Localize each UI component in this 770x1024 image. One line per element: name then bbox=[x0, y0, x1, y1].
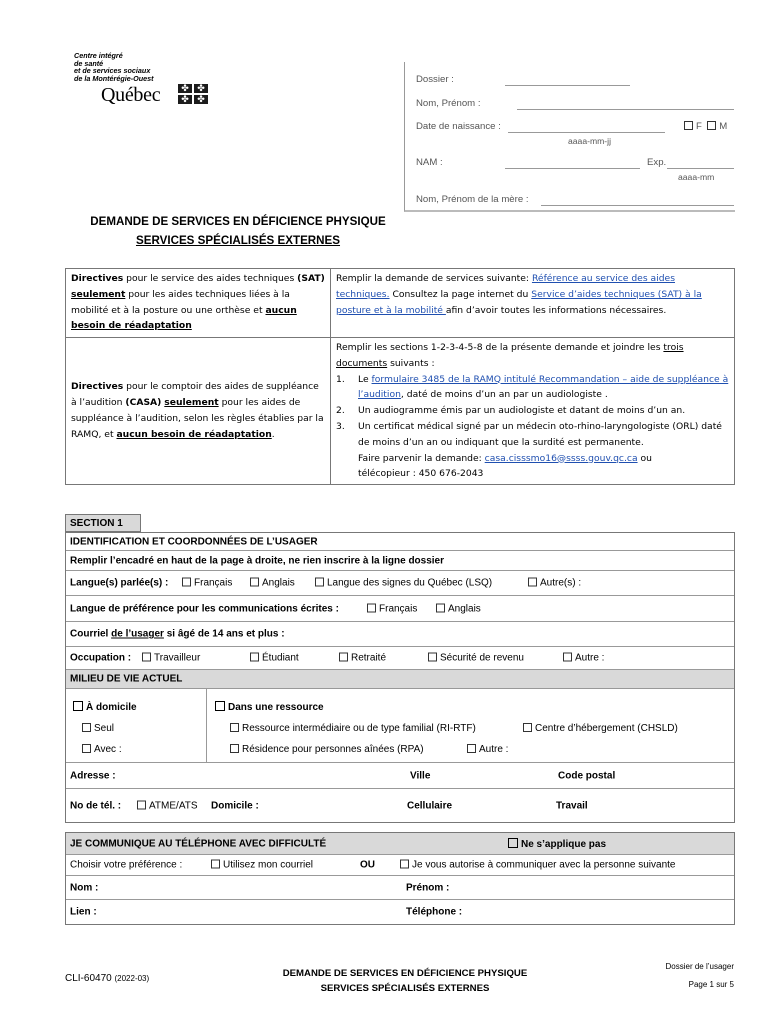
logo-line: Centre intégré bbox=[74, 51, 123, 60]
occupation-securite-revenu-option[interactable] bbox=[428, 653, 524, 664]
checkbox[interactable] bbox=[467, 744, 476, 753]
logo-wordmark: Québec bbox=[101, 84, 161, 106]
checkbox[interactable] bbox=[82, 744, 91, 753]
cellulaire-label: Cellulaire bbox=[407, 800, 453, 811]
langues-row bbox=[66, 571, 734, 596]
text: ou bbox=[637, 452, 652, 464]
logo-org-name bbox=[74, 52, 153, 82]
prenom-label: Prénom : bbox=[406, 882, 450, 893]
checkbox[interactable] bbox=[523, 723, 532, 732]
sexe-checkboxes[interactable] bbox=[684, 121, 727, 132]
domicile-option[interactable] bbox=[73, 701, 137, 713]
occupation-row bbox=[66, 647, 734, 670]
nom-label: Nom : bbox=[70, 882, 99, 893]
form-date: (2022-03) bbox=[114, 974, 150, 983]
page-subtitle bbox=[60, 234, 416, 247]
logo-line: et de services sociaux bbox=[74, 66, 151, 76]
checkbox[interactable] bbox=[436, 603, 445, 612]
page-number: Page 1 sur 5 bbox=[688, 980, 734, 989]
bold-text: (CASA) bbox=[125, 397, 162, 409]
option-label: Français bbox=[194, 577, 233, 589]
option-label: Travailleur bbox=[154, 652, 201, 664]
telephone-row[interactable] bbox=[66, 789, 734, 822]
casa-item-2 bbox=[336, 403, 729, 419]
directive-casa-left bbox=[66, 338, 331, 485]
bold-underlined-text: aucun besoin de réadaptation bbox=[116, 428, 272, 440]
option-label: Ressource intermédiaire ou de type familial (RI-RTF) bbox=[242, 723, 476, 734]
option-label: Autre(s) : bbox=[540, 577, 582, 589]
langues-label: Langue(s) parlée(s) : bbox=[70, 577, 169, 589]
sexe-f-label: F bbox=[696, 121, 702, 132]
exp-label: Exp. bbox=[647, 157, 667, 168]
ramq-form-3485-link[interactable]: formulaire 3485 de la RAMQ intitulé Recommandation – aide de suppléance à l’audition bbox=[358, 373, 729, 401]
avec-option[interactable] bbox=[82, 744, 122, 755]
footer-dossier: Dossier de l’usager bbox=[665, 962, 734, 971]
lien-telephone-row[interactable] bbox=[66, 900, 734, 924]
casa-fax: télécopieur : 450 676-2043 bbox=[358, 468, 484, 480]
directives-table bbox=[65, 268, 735, 485]
checkbox[interactable] bbox=[428, 653, 437, 662]
bold-underlined-text: seulement bbox=[164, 397, 219, 409]
ri-rtf-option[interactable] bbox=[230, 723, 476, 734]
option-label: Centre d’hébergement (CHSLD) bbox=[535, 723, 678, 734]
option-label: ATME/ATS bbox=[149, 800, 198, 811]
sexe-f-checkbox[interactable] bbox=[684, 121, 693, 130]
sexe-m-checkbox[interactable] bbox=[707, 121, 716, 130]
casa-send bbox=[336, 451, 729, 467]
choix-label: Choisir votre préférence : bbox=[70, 859, 183, 871]
nam-label: NAM : bbox=[416, 157, 443, 168]
option-label: Dans une ressource bbox=[228, 702, 324, 713]
instruction-row bbox=[66, 551, 734, 571]
checkbox[interactable] bbox=[400, 860, 409, 869]
text: pour les aides de suppléance à l’audition, selon les règles établies par la RAMQ, et bbox=[71, 397, 324, 440]
mere-field[interactable] bbox=[541, 205, 734, 206]
date-naissance-label: Date de naissance : bbox=[416, 121, 501, 132]
text: Un certificat médical signé par un médecin oto-rhino-laryngologiste (ORL) daté de moins d’un an ou indiquant que la surdité est permanente. bbox=[358, 420, 722, 448]
langue-autre-option[interactable] bbox=[528, 578, 581, 589]
footer-title bbox=[265, 966, 545, 996]
occupation-label: Occupation : bbox=[70, 652, 132, 664]
text: si âgé de 14 ans et plus : bbox=[163, 628, 285, 640]
option-label: Autre : bbox=[575, 652, 605, 664]
text: Remplir les sections 1-2-3-4-5-8 de la présente demande et joindre les bbox=[336, 342, 664, 353]
checkbox[interactable] bbox=[315, 578, 324, 587]
instruction-text: Remplir l’encadré en haut de la page à droite, ne rien inscrire à la ligne dossier bbox=[70, 555, 445, 566]
ne-sapplique-pas-option[interactable] bbox=[508, 838, 606, 850]
travail-label: Travail bbox=[556, 800, 588, 811]
checkbox[interactable] bbox=[367, 603, 376, 612]
option-label: Étudiant bbox=[262, 652, 299, 664]
directive-sat-row bbox=[66, 269, 735, 338]
langue-anglais-option[interactable] bbox=[250, 578, 295, 589]
occupation-autre-option[interactable] bbox=[563, 653, 604, 664]
atme-option[interactable] bbox=[137, 800, 198, 811]
section-heading-row bbox=[66, 533, 734, 551]
list-number: 2. bbox=[336, 405, 345, 417]
preference-label: Langue de préférence pour les communications écrites : bbox=[70, 603, 339, 614]
checkbox[interactable] bbox=[215, 701, 225, 711]
text: suivants : bbox=[387, 357, 435, 369]
option-label: À domicile bbox=[86, 702, 137, 713]
occupation-etudiant-option[interactable] bbox=[250, 653, 299, 664]
text: afin d’avoir toutes les informations nécessaires. bbox=[445, 304, 667, 316]
section-1-form bbox=[65, 532, 735, 823]
date-format-hint: aaaa-mm-jj bbox=[568, 136, 611, 146]
underlined-text: trois documents bbox=[336, 342, 684, 369]
telephone-heading-row bbox=[66, 833, 734, 855]
courriel-row[interactable] bbox=[66, 622, 734, 647]
option-label: Je vous autorise à communiquer avec la personne suivante bbox=[412, 859, 676, 871]
option-label: Utilisez mon courriel bbox=[223, 859, 314, 871]
text: Un audiogramme émis par un audiologiste et datant de moins d’un an. bbox=[358, 405, 686, 417]
footer-right bbox=[666, 958, 734, 994]
checkbox[interactable] bbox=[182, 578, 191, 587]
milieu-heading-row bbox=[66, 670, 734, 689]
list-number: 1. bbox=[336, 373, 345, 385]
occupation-travailleur-option[interactable] bbox=[142, 653, 200, 664]
nom-prenom-row[interactable] bbox=[66, 876, 734, 900]
pref-anglais-option[interactable] bbox=[436, 603, 481, 614]
logo-line: de santé bbox=[74, 58, 104, 68]
exp-format-hint: aaaa-mm bbox=[678, 172, 715, 182]
logo-line: de la Montérégie-Ouest bbox=[74, 73, 154, 83]
exp-field[interactable] bbox=[667, 168, 734, 169]
option-label: Autre : bbox=[479, 744, 509, 755]
checkbox[interactable] bbox=[137, 800, 146, 809]
ou-label: OU bbox=[360, 859, 375, 871]
pref-francais-option[interactable] bbox=[367, 603, 417, 614]
option-label: Résidence pour personnes aînées (RPA) bbox=[242, 744, 424, 755]
text: . bbox=[271, 428, 275, 440]
bold-text: Directives bbox=[71, 381, 124, 393]
lien-label: Lien : bbox=[70, 906, 97, 918]
checkbox[interactable] bbox=[563, 653, 572, 662]
telephone-difficulty-form bbox=[65, 832, 735, 925]
directive-casa-right bbox=[331, 338, 735, 485]
checkbox[interactable] bbox=[250, 653, 259, 662]
checkbox[interactable] bbox=[73, 701, 83, 711]
milieu-heading: MILIEU DE VIE ACTUEL bbox=[70, 673, 183, 685]
langue-francais-option[interactable] bbox=[182, 578, 232, 589]
nam-field[interactable] bbox=[505, 168, 640, 169]
domicile-tel-label: Domicile : bbox=[211, 800, 259, 811]
text: Courriel bbox=[70, 628, 112, 640]
courriel-label bbox=[70, 629, 285, 640]
nom-prenom-field[interactable] bbox=[517, 109, 734, 110]
ressource-option[interactable] bbox=[215, 701, 324, 713]
casa-email-link[interactable]: casa.cisssmo16@ssss.gouv.qc.ca bbox=[484, 452, 638, 464]
section-heading: IDENTIFICATION ET COORDONNÉES DE L’USAGER bbox=[70, 536, 318, 547]
nom-prenom-label: Nom, Prénom : bbox=[416, 98, 481, 109]
section-1-tab: SECTION 1 bbox=[65, 514, 141, 532]
directive-sat-right bbox=[331, 269, 735, 338]
option-label: Français bbox=[379, 603, 418, 614]
date-naissance-field[interactable] bbox=[508, 132, 665, 133]
adresse-label: Adresse : bbox=[70, 770, 116, 781]
bold-underlined-text: seulement bbox=[71, 288, 126, 300]
option-label: Avec : bbox=[94, 744, 122, 755]
checkbox[interactable] bbox=[230, 723, 239, 732]
directive-sat-left bbox=[66, 269, 331, 338]
divider bbox=[206, 689, 207, 762]
preference-contact-row bbox=[66, 855, 734, 876]
preference-row bbox=[66, 596, 734, 622]
ressource-autre-option[interactable] bbox=[467, 744, 508, 755]
option-label: Anglais bbox=[448, 603, 481, 614]
chsld-option[interactable] bbox=[523, 723, 678, 734]
checkbox[interactable] bbox=[82, 723, 91, 732]
text: , daté de moins d’un an par un audiologiste . bbox=[400, 389, 608, 401]
sat-service-page-link[interactable]: Service d’aides techniques (SAT) à la posture et à la mobilité bbox=[336, 288, 702, 316]
text: pour le comptoir des aides de suppléance à l’audition bbox=[71, 381, 319, 409]
telephone-heading: JE COMMUNIQUE AU TÉLÉPHONE AVEC DIFFICULTÉ bbox=[70, 838, 327, 849]
text: Faire parvenir la demande: bbox=[358, 452, 485, 464]
telephone-label: Téléphone : bbox=[406, 906, 463, 918]
bold-underlined-text: aucun besoin de réadaptation bbox=[71, 304, 297, 332]
checkbox[interactable] bbox=[250, 578, 259, 587]
bold-text: (SAT) bbox=[297, 273, 325, 284]
page-title: DEMANDE DE SERVICES EN DÉFICIENCE PHYSIQUE bbox=[90, 215, 386, 228]
text: pour le service des aides techniques bbox=[123, 273, 298, 284]
fleur-de-lys-flag-icon: ✤ ✤ ✤ ✤ bbox=[178, 84, 208, 104]
adresse-row[interactable] bbox=[66, 763, 734, 789]
text: Remplir la demande de services suivante: bbox=[336, 273, 532, 284]
utilisez-courriel-option[interactable] bbox=[211, 860, 313, 871]
form-code bbox=[65, 973, 149, 984]
milieu-options bbox=[66, 689, 734, 763]
dossier-field[interactable] bbox=[505, 85, 630, 86]
option-label: Sécurité de revenu bbox=[440, 652, 524, 664]
underlined-text: de l’usager bbox=[111, 628, 164, 640]
mere-label: Nom, Prénom de la mère : bbox=[416, 194, 529, 205]
list-number: 3. bbox=[336, 420, 345, 432]
patient-id-box bbox=[404, 62, 735, 212]
langue-lsq-option[interactable] bbox=[315, 578, 492, 589]
option-label: Retraité bbox=[351, 652, 387, 664]
option-label: Seul bbox=[94, 723, 115, 734]
casa-intro bbox=[336, 340, 729, 372]
checkbox[interactable] bbox=[230, 744, 239, 753]
rpa-option[interactable] bbox=[230, 744, 424, 755]
autorise-personne-option[interactable] bbox=[400, 860, 675, 871]
occupation-retraite-option[interactable] bbox=[339, 653, 386, 664]
footer-title-line: SERVICES SPÉCIALISÉS EXTERNES bbox=[320, 983, 490, 994]
sexe-m-label: M bbox=[719, 121, 728, 132]
casa-item-3 bbox=[336, 419, 729, 451]
text: Le bbox=[358, 373, 372, 385]
text: pour les aides techniques liées à la mobilité et à la posture ou une orthèse et bbox=[71, 288, 290, 316]
code-postal-label: Code postal bbox=[558, 770, 616, 781]
directive-casa-row bbox=[66, 338, 735, 485]
checkbox[interactable] bbox=[339, 653, 348, 662]
checkbox[interactable] bbox=[528, 578, 537, 587]
checkbox[interactable] bbox=[211, 860, 220, 869]
tel-label: No de tél. : bbox=[70, 800, 122, 811]
option-label: Ne s’applique pas bbox=[521, 838, 607, 850]
checkbox[interactable] bbox=[508, 838, 518, 848]
option-label: Langue des signes du Québec (LSQ) bbox=[327, 577, 493, 589]
page-subtitle-text: SERVICES SPÉCIALISÉS EXTERNES bbox=[135, 234, 341, 247]
option-label: Anglais bbox=[262, 577, 295, 589]
checkbox[interactable] bbox=[142, 653, 151, 662]
reference-aides-techniques-link[interactable]: Référence au service des aides techniques. bbox=[336, 273, 675, 300]
text: Consultez la page internet du bbox=[389, 288, 532, 300]
seul-option[interactable] bbox=[82, 723, 114, 734]
footer-title-line: DEMANDE DE SERVICES EN DÉFICIENCE PHYSIQUE bbox=[282, 968, 528, 979]
bold-text: Directives bbox=[71, 273, 124, 284]
casa-item-1 bbox=[336, 372, 729, 404]
form-code-text: CLI-60470 bbox=[65, 973, 112, 984]
dossier-label: Dossier : bbox=[416, 74, 454, 85]
ville-label: Ville bbox=[410, 770, 431, 781]
